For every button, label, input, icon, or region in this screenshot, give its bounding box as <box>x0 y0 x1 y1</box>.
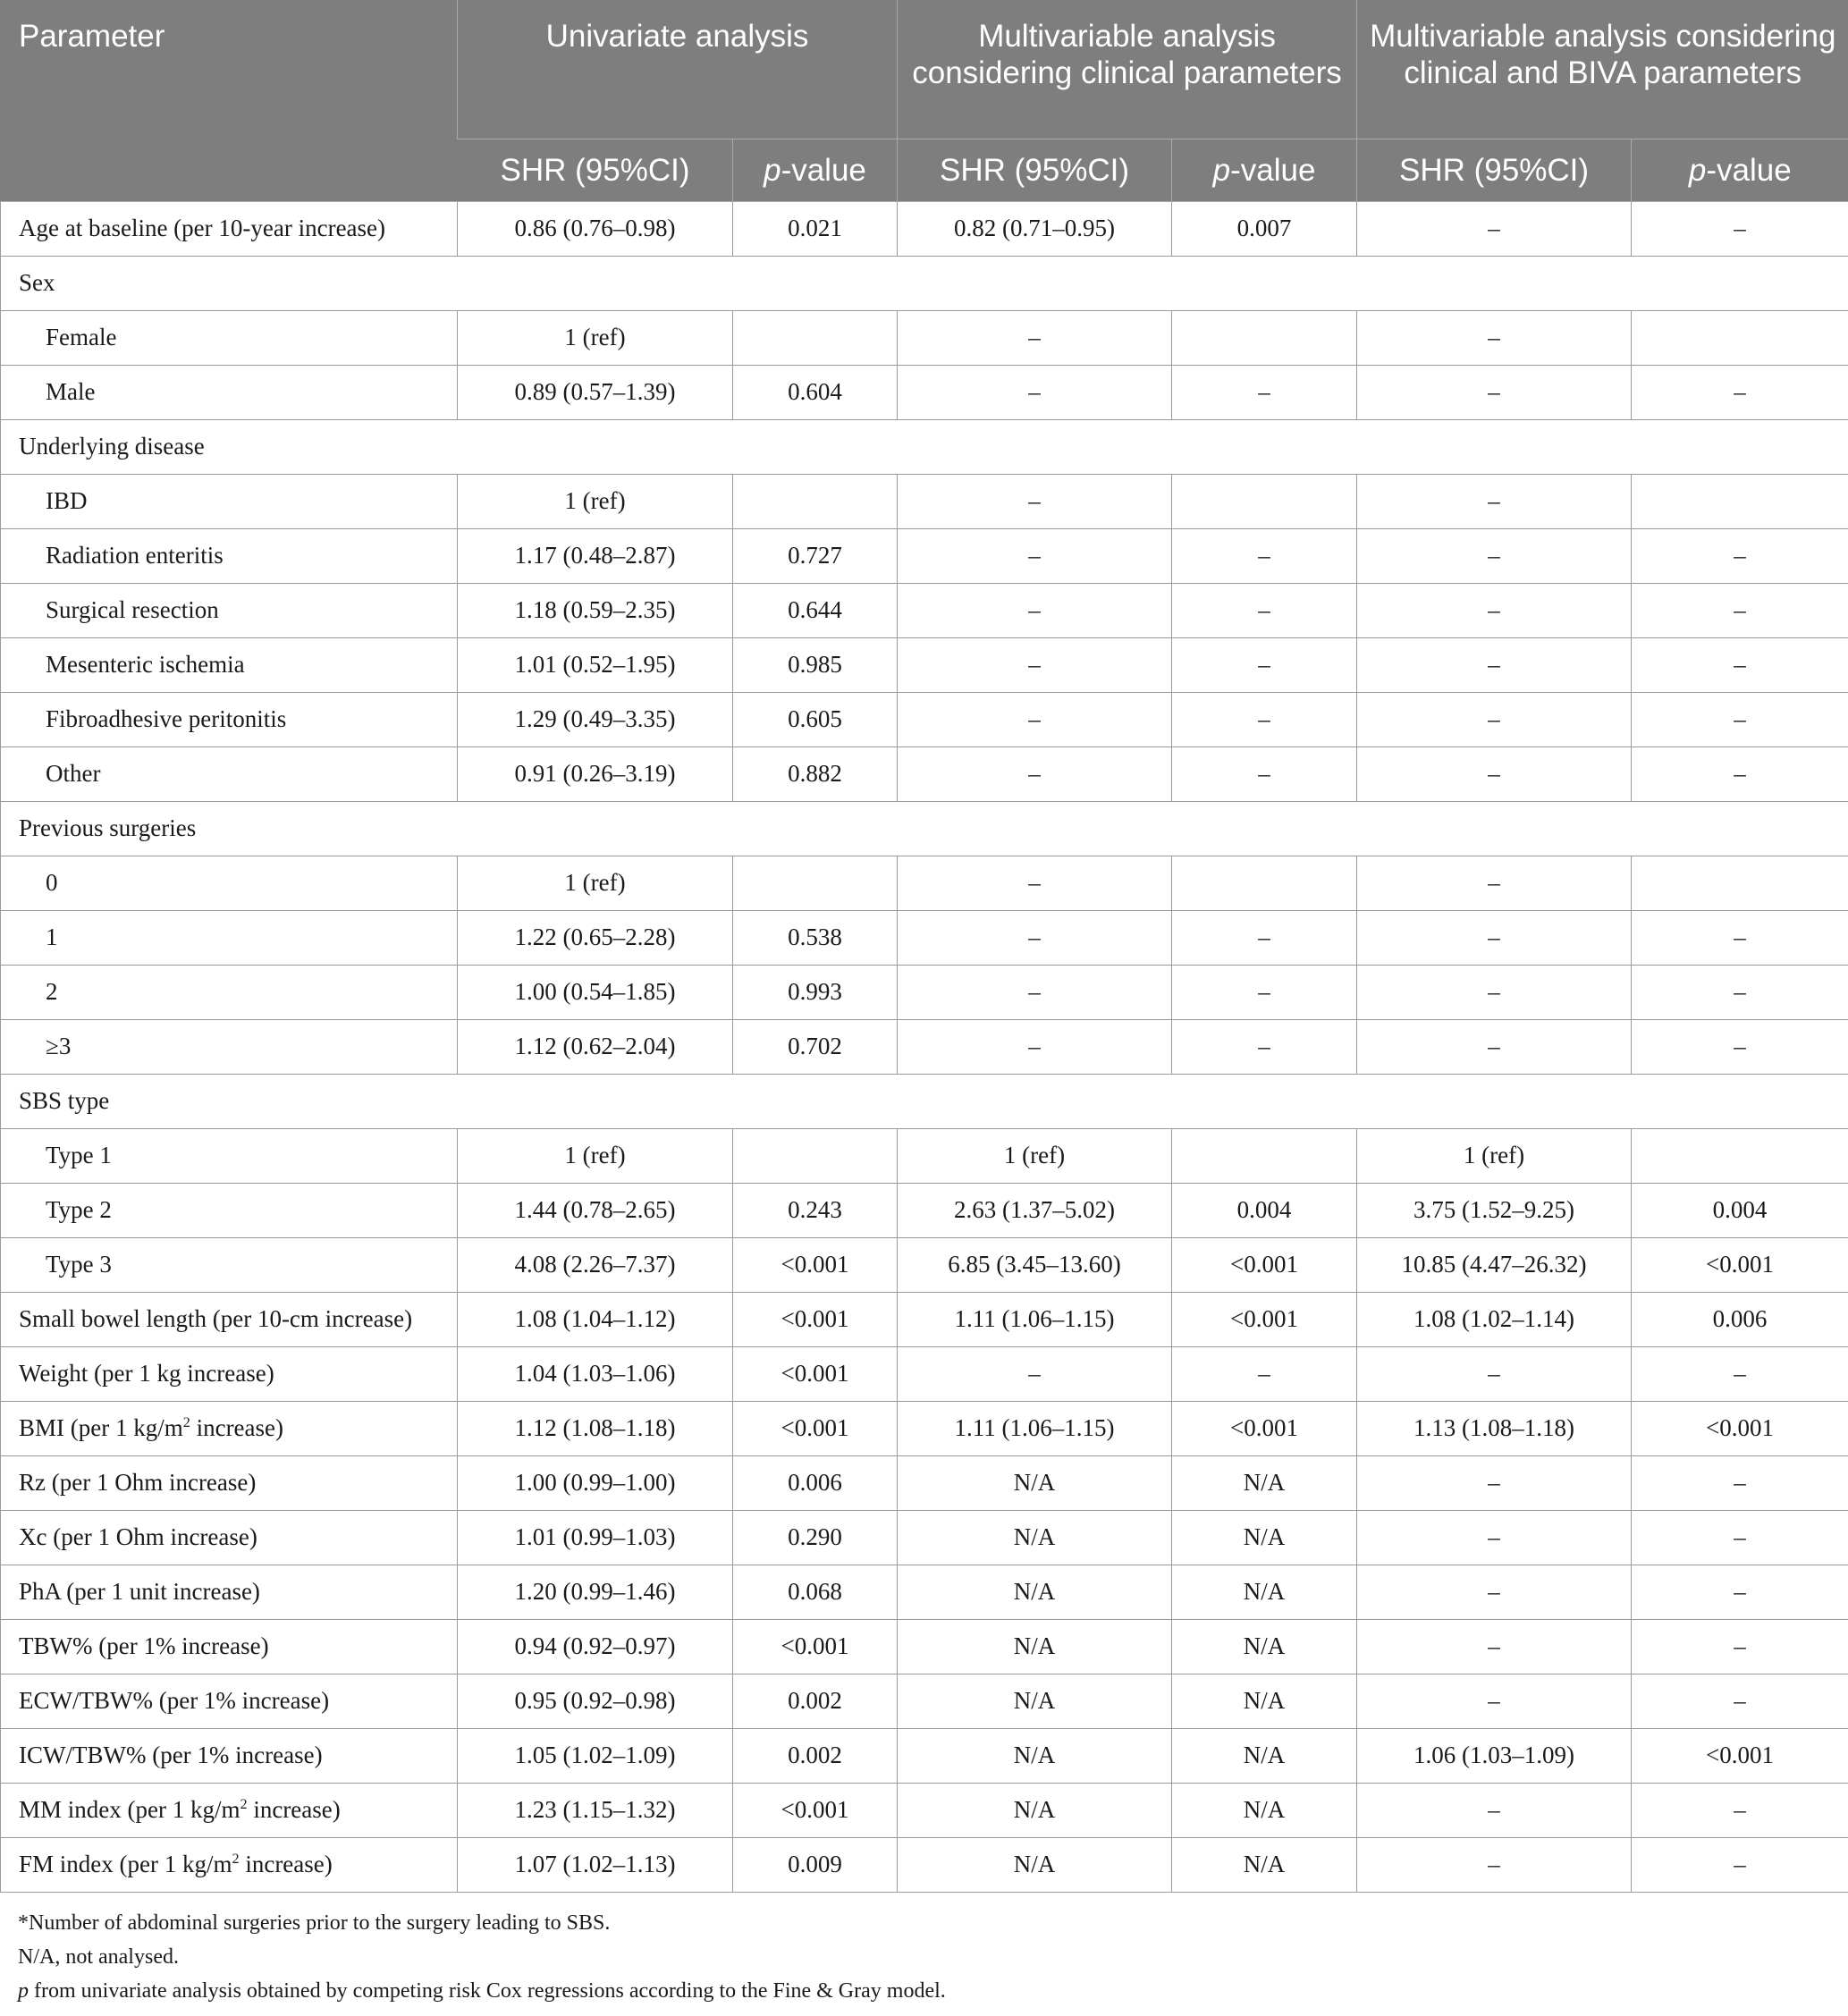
biva-shr-cell: 1 (ref) <box>1357 1128 1632 1183</box>
row-label-text: ICW/TBW% (per 1% increase) <box>19 1742 323 1768</box>
biva-p-cell: – <box>1632 1565 1848 1619</box>
row-label-text: BMI (per 1 kg/m <box>19 1414 183 1441</box>
univariate-p-cell: <0.001 <box>733 1237 898 1292</box>
table-row <box>1 1619 1848 1674</box>
row-label-text: 0 <box>46 869 58 896</box>
univariate-shr-cell: 0.94 (0.92–0.97) <box>458 1619 733 1674</box>
row-label-superscript: 2 <box>240 1796 248 1812</box>
clinical-p-cell: <0.001 <box>1172 1292 1357 1346</box>
univariate-shr-cell: 1.08 (1.04–1.12) <box>458 1292 733 1346</box>
clinical-shr-cell: N/A <box>898 1674 1172 1728</box>
table-row <box>1 747 1848 801</box>
clinical-p-cell: – <box>1172 1346 1357 1401</box>
row-label-text: Rz (per 1 Ohm increase) <box>19 1469 257 1496</box>
clinical-p-cell: <0.001 <box>1172 1237 1357 1292</box>
biva-p-cell: 0.006 <box>1632 1292 1848 1346</box>
univariate-shr-cell: 1.12 (0.62–2.04) <box>458 1019 733 1074</box>
univariate-shr-cell: 1.18 (0.59–2.35) <box>458 583 733 637</box>
clinical-shr-cell: 2.63 (1.37–5.02) <box>898 1183 1172 1237</box>
univariate-p-cell: <0.001 <box>733 1619 898 1674</box>
univariate-shr-cell: 1.00 (0.99–1.00) <box>458 1455 733 1510</box>
univariate-p-cell: <0.001 <box>733 1346 898 1401</box>
clinical-p-cell: N/A <box>1172 1510 1357 1565</box>
footnote-na: N/A, not analysed. <box>18 1945 179 1969</box>
biva-p-cell: <0.001 <box>1632 1728 1848 1783</box>
row-label <box>1 201 458 256</box>
univariate-shr-cell: 1.01 (0.52–1.95) <box>458 637 733 692</box>
row-label <box>1 1346 458 1401</box>
clinical-p-cell <box>1172 310 1357 365</box>
row-label <box>1 1019 458 1074</box>
table-row <box>1 1128 1848 1183</box>
row-label <box>1 1728 458 1783</box>
clinical-p-cell: – <box>1172 583 1357 637</box>
clinical-shr-cell: – <box>898 528 1172 583</box>
header-shr-clinical: SHR (95%CI) <box>898 139 1172 201</box>
biva-shr-cell: – <box>1357 692 1632 747</box>
biva-shr-cell: – <box>1357 1674 1632 1728</box>
row-label <box>1 1455 458 1510</box>
univariate-shr-cell: 1.23 (1.15–1.32) <box>458 1783 733 1837</box>
univariate-p-cell: 0.009 <box>733 1837 898 1892</box>
table-row <box>1 528 1848 583</box>
univariate-p-cell: 0.605 <box>733 692 898 747</box>
univariate-p-cell: <0.001 <box>733 1292 898 1346</box>
row-label-text: Mesenteric ischemia <box>46 651 245 678</box>
clinical-shr-cell: – <box>898 1346 1172 1401</box>
univariate-p-cell: 0.604 <box>733 365 898 419</box>
row-label-text: Other <box>46 760 101 787</box>
p-suffix: -value <box>1230 152 1316 188</box>
table-row <box>1 637 1848 692</box>
clinical-p-cell: N/A <box>1172 1674 1357 1728</box>
biva-shr-cell: – <box>1357 1346 1632 1401</box>
table-body <box>1 201 1848 1892</box>
section-label: Underlying disease <box>1 419 1848 474</box>
clinical-p-cell: N/A <box>1172 1565 1357 1619</box>
biva-p-cell: – <box>1632 1019 1848 1074</box>
biva-p-cell: – <box>1632 637 1848 692</box>
clinical-p-cell: N/A <box>1172 1728 1357 1783</box>
univariate-p-cell: 0.243 <box>733 1183 898 1237</box>
row-label-text: FM index (per 1 kg/m <box>19 1851 232 1877</box>
biva-p-cell: 0.004 <box>1632 1183 1848 1237</box>
row-label-text: MM index (per 1 kg/m <box>19 1796 240 1823</box>
clinical-shr-cell: 6.85 (3.45–13.60) <box>898 1237 1172 1292</box>
clinical-shr-cell: N/A <box>898 1619 1172 1674</box>
row-label-text: Age at baseline (per 10-year increase) <box>19 215 386 241</box>
univariate-p-cell <box>733 310 898 365</box>
univariate-shr-cell: 1 (ref) <box>458 310 733 365</box>
clinical-p-cell: – <box>1172 747 1357 801</box>
table-row <box>1 1783 1848 1837</box>
biva-shr-cell: – <box>1357 1510 1632 1565</box>
row-label-tail: increase) <box>239 1851 333 1877</box>
biva-shr-cell: – <box>1357 965 1632 1019</box>
univariate-shr-cell: 0.91 (0.26–3.19) <box>458 747 733 801</box>
univariate-shr-cell: 1.29 (0.49–3.35) <box>458 692 733 747</box>
clinical-p-cell: N/A <box>1172 1837 1357 1892</box>
univariate-p-cell: 0.644 <box>733 583 898 637</box>
univariate-p-cell: 0.006 <box>733 1455 898 1510</box>
row-label <box>1 1183 458 1237</box>
biva-p-cell <box>1632 856 1848 910</box>
biva-shr-cell: – <box>1357 1455 1632 1510</box>
biva-p-cell: – <box>1632 692 1848 747</box>
p-suffix: -value <box>781 152 866 188</box>
header-p-univariate <box>733 139 898 201</box>
biva-p-cell: – <box>1632 1619 1848 1674</box>
table-row <box>1 910 1848 965</box>
row-label-text: Type 1 <box>46 1142 112 1168</box>
table-row <box>1 1455 1848 1510</box>
biva-p-cell: – <box>1632 965 1848 1019</box>
univariate-p-cell <box>733 1128 898 1183</box>
row-label-text: Type 3 <box>46 1251 112 1278</box>
clinical-shr-cell: – <box>898 965 1172 1019</box>
clinical-p-cell <box>1172 474 1357 528</box>
univariate-shr-cell: 1.00 (0.54–1.85) <box>458 965 733 1019</box>
clinical-p-cell: N/A <box>1172 1619 1357 1674</box>
univariate-shr-cell: 1.20 (0.99–1.46) <box>458 1565 733 1619</box>
biva-shr-cell: 1.08 (1.02–1.14) <box>1357 1292 1632 1346</box>
row-label-text: Fibroadhesive peritonitis <box>46 705 287 732</box>
clinical-p-cell: – <box>1172 965 1357 1019</box>
row-label-text: Radiation enteritis <box>46 542 224 569</box>
section-row <box>1 256 1848 310</box>
univariate-shr-cell: 0.86 (0.76–0.98) <box>458 201 733 256</box>
clinical-p-cell <box>1172 856 1357 910</box>
table-row <box>1 1674 1848 1728</box>
table-header <box>1 0 1848 201</box>
clinical-shr-cell: N/A <box>898 1837 1172 1892</box>
p-suffix: -value <box>1706 152 1792 188</box>
biva-p-cell: <0.001 <box>1632 1401 1848 1455</box>
biva-p-cell: – <box>1632 1455 1848 1510</box>
clinical-p-cell: – <box>1172 1019 1357 1074</box>
univariate-p-cell: 0.993 <box>733 965 898 1019</box>
row-label-text: Small bowel length (per 10-cm increase) <box>19 1305 413 1332</box>
clinical-p-cell <box>1172 1128 1357 1183</box>
biva-p-cell: – <box>1632 1837 1848 1892</box>
biva-shr-cell: – <box>1357 1837 1632 1892</box>
clinical-shr-cell: 1.11 (1.06–1.15) <box>898 1401 1172 1455</box>
header-univariate: Univariate analysis <box>458 0 898 139</box>
biva-p-cell: – <box>1632 910 1848 965</box>
row-label-text: Surgical resection <box>46 596 219 623</box>
univariate-shr-cell: 1.12 (1.08–1.18) <box>458 1401 733 1455</box>
footnote-p-text: from univariate analysis obtained by competing risk Cox regressions according to the Fine & Gray model. <box>29 1979 946 2003</box>
clinical-shr-cell: N/A <box>898 1783 1172 1837</box>
table-row <box>1 1837 1848 1892</box>
table-row <box>1 310 1848 365</box>
univariate-p-cell: 0.290 <box>733 1510 898 1565</box>
univariate-p-cell: 0.702 <box>733 1019 898 1074</box>
univariate-shr-cell: 1 (ref) <box>458 474 733 528</box>
row-label-superscript: 2 <box>232 1851 240 1867</box>
biva-shr-cell: – <box>1357 1565 1632 1619</box>
univariate-p-cell <box>733 856 898 910</box>
biva-shr-cell: – <box>1357 856 1632 910</box>
biva-shr-cell: – <box>1357 365 1632 419</box>
clinical-shr-cell: – <box>898 583 1172 637</box>
univariate-p-cell: 0.882 <box>733 747 898 801</box>
biva-shr-cell: 1.06 (1.03–1.09) <box>1357 1728 1632 1783</box>
table-footnotes <box>0 1906 1848 2008</box>
biva-p-cell <box>1632 310 1848 365</box>
section-label: SBS type <box>1 1074 1848 1128</box>
clinical-p-cell: 0.007 <box>1172 201 1357 256</box>
row-label-text: TBW% (per 1% increase) <box>19 1632 269 1659</box>
clinical-shr-cell: – <box>898 474 1172 528</box>
row-label <box>1 1674 458 1728</box>
univariate-shr-cell: 1.44 (0.78–2.65) <box>458 1183 733 1237</box>
biva-p-cell: – <box>1632 201 1848 256</box>
row-label <box>1 910 458 965</box>
table-row <box>1 1565 1848 1619</box>
row-label <box>1 528 458 583</box>
clinical-p-cell: – <box>1172 528 1357 583</box>
row-label-text: 1 <box>46 924 58 950</box>
biva-p-cell: – <box>1632 365 1848 419</box>
row-label <box>1 1292 458 1346</box>
univariate-p-cell: 0.002 <box>733 1728 898 1783</box>
biva-p-cell: – <box>1632 747 1848 801</box>
clinical-shr-cell: 0.82 (0.71–0.95) <box>898 201 1172 256</box>
table-row <box>1 365 1848 419</box>
biva-p-cell: – <box>1632 1346 1848 1401</box>
section-row <box>1 801 1848 856</box>
table-row <box>1 692 1848 747</box>
clinical-p-cell: – <box>1172 910 1357 965</box>
biva-shr-cell: – <box>1357 1783 1632 1837</box>
univariate-p-cell: 0.727 <box>733 528 898 583</box>
biva-shr-cell: – <box>1357 310 1632 365</box>
univariate-shr-cell: 1 (ref) <box>458 1128 733 1183</box>
univariate-p-cell <box>733 474 898 528</box>
biva-shr-cell: – <box>1357 583 1632 637</box>
univariate-shr-cell: 1 (ref) <box>458 856 733 910</box>
clinical-p-cell: – <box>1172 692 1357 747</box>
row-label <box>1 965 458 1019</box>
clinical-shr-cell: 1 (ref) <box>898 1128 1172 1183</box>
biva-p-cell: – <box>1632 528 1848 583</box>
biva-p-cell: – <box>1632 1674 1848 1728</box>
header-row-groups <box>1 0 1848 139</box>
clinical-p-cell: N/A <box>1172 1783 1357 1837</box>
row-label <box>1 1128 458 1183</box>
clinical-shr-cell: – <box>898 637 1172 692</box>
table-row <box>1 1237 1848 1292</box>
biva-shr-cell: – <box>1357 747 1632 801</box>
row-label <box>1 310 458 365</box>
header-p-clinical <box>1172 139 1357 201</box>
clinical-p-cell: N/A <box>1172 1455 1357 1510</box>
univariate-p-cell: <0.001 <box>733 1401 898 1455</box>
row-label-text: 2 <box>46 978 58 1005</box>
header-shr-biva: SHR (95%CI) <box>1357 139 1632 201</box>
row-label-text: Xc (per 1 Ohm increase) <box>19 1523 257 1550</box>
footnote-p <box>0 1974 1848 2008</box>
table-row <box>1 1292 1848 1346</box>
univariate-shr-cell: 4.08 (2.26–7.37) <box>458 1237 733 1292</box>
header-multivariable-clinical-biva: Multivariable analysis considering clinical and BIVA parameters <box>1357 0 1848 139</box>
header-multivariable-clinical: Multivariable analysis considering clinical parameters <box>898 0 1357 139</box>
table-row <box>1 583 1848 637</box>
row-label <box>1 692 458 747</box>
clinical-shr-cell: – <box>898 365 1172 419</box>
univariate-shr-cell: 0.95 (0.92–0.98) <box>458 1674 733 1728</box>
clinical-shr-cell: N/A <box>898 1728 1172 1783</box>
row-label-text: PhA (per 1 unit increase) <box>19 1578 260 1605</box>
table-row <box>1 1019 1848 1074</box>
clinical-shr-cell: – <box>898 910 1172 965</box>
row-label <box>1 1565 458 1619</box>
clinical-shr-cell: – <box>898 310 1172 365</box>
row-label <box>1 1783 458 1837</box>
biva-shr-cell: – <box>1357 201 1632 256</box>
biva-p-cell: – <box>1632 1510 1848 1565</box>
clinical-shr-cell: – <box>898 747 1172 801</box>
biva-shr-cell: – <box>1357 637 1632 692</box>
row-label-text: Female <box>46 324 117 350</box>
biva-shr-cell: 10.85 (4.47–26.32) <box>1357 1237 1632 1292</box>
biva-shr-cell: – <box>1357 1019 1632 1074</box>
biva-p-cell: – <box>1632 1783 1848 1837</box>
table-row <box>1 856 1848 910</box>
footnote-p-letter: p <box>18 1979 29 2003</box>
biva-shr-cell: 1.13 (1.08–1.18) <box>1357 1401 1632 1455</box>
row-label <box>1 856 458 910</box>
biva-shr-cell: – <box>1357 528 1632 583</box>
row-label <box>1 1237 458 1292</box>
table-row <box>1 1510 1848 1565</box>
section-label: Sex <box>1 256 1848 310</box>
clinical-p-cell: 0.004 <box>1172 1183 1357 1237</box>
p-letter: p <box>764 152 781 188</box>
table-row <box>1 965 1848 1019</box>
row-label-tail: increase) <box>247 1796 341 1823</box>
row-label-text: ≥3 <box>46 1033 72 1059</box>
univariate-p-cell: 0.002 <box>733 1674 898 1728</box>
biva-shr-cell: – <box>1357 1619 1632 1674</box>
footnote-asterisk: *Number of abdominal surgeries prior to the surgery leading to SBS. <box>18 1911 611 1935</box>
biva-shr-cell: – <box>1357 910 1632 965</box>
row-label <box>1 365 458 419</box>
row-label-text: Male <box>46 378 96 405</box>
row-label-text: Type 2 <box>46 1196 112 1223</box>
row-label <box>1 1837 458 1892</box>
biva-p-cell <box>1632 474 1848 528</box>
clinical-shr-cell: N/A <box>898 1510 1172 1565</box>
univariate-shr-cell: 1.05 (1.02–1.09) <box>458 1728 733 1783</box>
clinical-p-cell: <0.001 <box>1172 1401 1357 1455</box>
section-row <box>1 1074 1848 1128</box>
row-label-superscript: 2 <box>182 1414 190 1430</box>
univariate-p-cell: <0.001 <box>733 1783 898 1837</box>
table-row <box>1 1346 1848 1401</box>
p-letter: p <box>1212 152 1231 188</box>
section-row <box>1 419 1848 474</box>
header-parameter: Parameter <box>1 0 458 201</box>
row-label <box>1 474 458 528</box>
row-label <box>1 1619 458 1674</box>
table-row <box>1 1401 1848 1455</box>
univariate-shr-cell: 1.04 (1.03–1.06) <box>458 1346 733 1401</box>
univariate-shr-cell: 1.07 (1.02–1.13) <box>458 1837 733 1892</box>
header-shr-univariate: SHR (95%CI) <box>458 139 733 201</box>
biva-p-cell: – <box>1632 583 1848 637</box>
clinical-shr-cell: N/A <box>898 1455 1172 1510</box>
row-label-text: ECW/TBW% (per 1% increase) <box>19 1687 330 1714</box>
row-label-text: Weight (per 1 kg increase) <box>19 1360 274 1387</box>
univariate-shr-cell: 0.89 (0.57–1.39) <box>458 365 733 419</box>
table-row <box>1 1728 1848 1783</box>
table-row <box>1 201 1848 256</box>
clinical-shr-cell: N/A <box>898 1565 1172 1619</box>
biva-p-cell: <0.001 <box>1632 1237 1848 1292</box>
section-label: Previous surgeries <box>1 801 1848 856</box>
biva-shr-cell: 3.75 (1.52–9.25) <box>1357 1183 1632 1237</box>
clinical-p-cell: – <box>1172 365 1357 419</box>
univariate-p-cell: 0.068 <box>733 1565 898 1619</box>
clinical-shr-cell: 1.11 (1.06–1.15) <box>898 1292 1172 1346</box>
header-p-biva <box>1632 139 1848 201</box>
row-label <box>1 1510 458 1565</box>
univariate-p-cell: 0.021 <box>733 201 898 256</box>
univariate-p-cell: 0.538 <box>733 910 898 965</box>
clinical-shr-cell: – <box>898 1019 1172 1074</box>
univariate-shr-cell: 1.01 (0.99–1.03) <box>458 1510 733 1565</box>
table-row <box>1 1183 1848 1237</box>
p-letter: p <box>1688 152 1707 188</box>
row-label <box>1 747 458 801</box>
row-label-text: IBD <box>46 487 88 514</box>
row-label <box>1 1401 458 1455</box>
table-row <box>1 474 1848 528</box>
row-label <box>1 637 458 692</box>
row-label-tail: increase) <box>190 1414 284 1441</box>
clinical-p-cell: – <box>1172 637 1357 692</box>
row-label <box>1 583 458 637</box>
univariate-p-cell: 0.985 <box>733 637 898 692</box>
clinical-shr-cell: – <box>898 856 1172 910</box>
univariate-shr-cell: 1.17 (0.48–2.87) <box>458 528 733 583</box>
clinical-shr-cell: – <box>898 692 1172 747</box>
univariate-shr-cell: 1.22 (0.65–2.28) <box>458 910 733 965</box>
biva-shr-cell: – <box>1357 474 1632 528</box>
biva-p-cell <box>1632 1128 1848 1183</box>
